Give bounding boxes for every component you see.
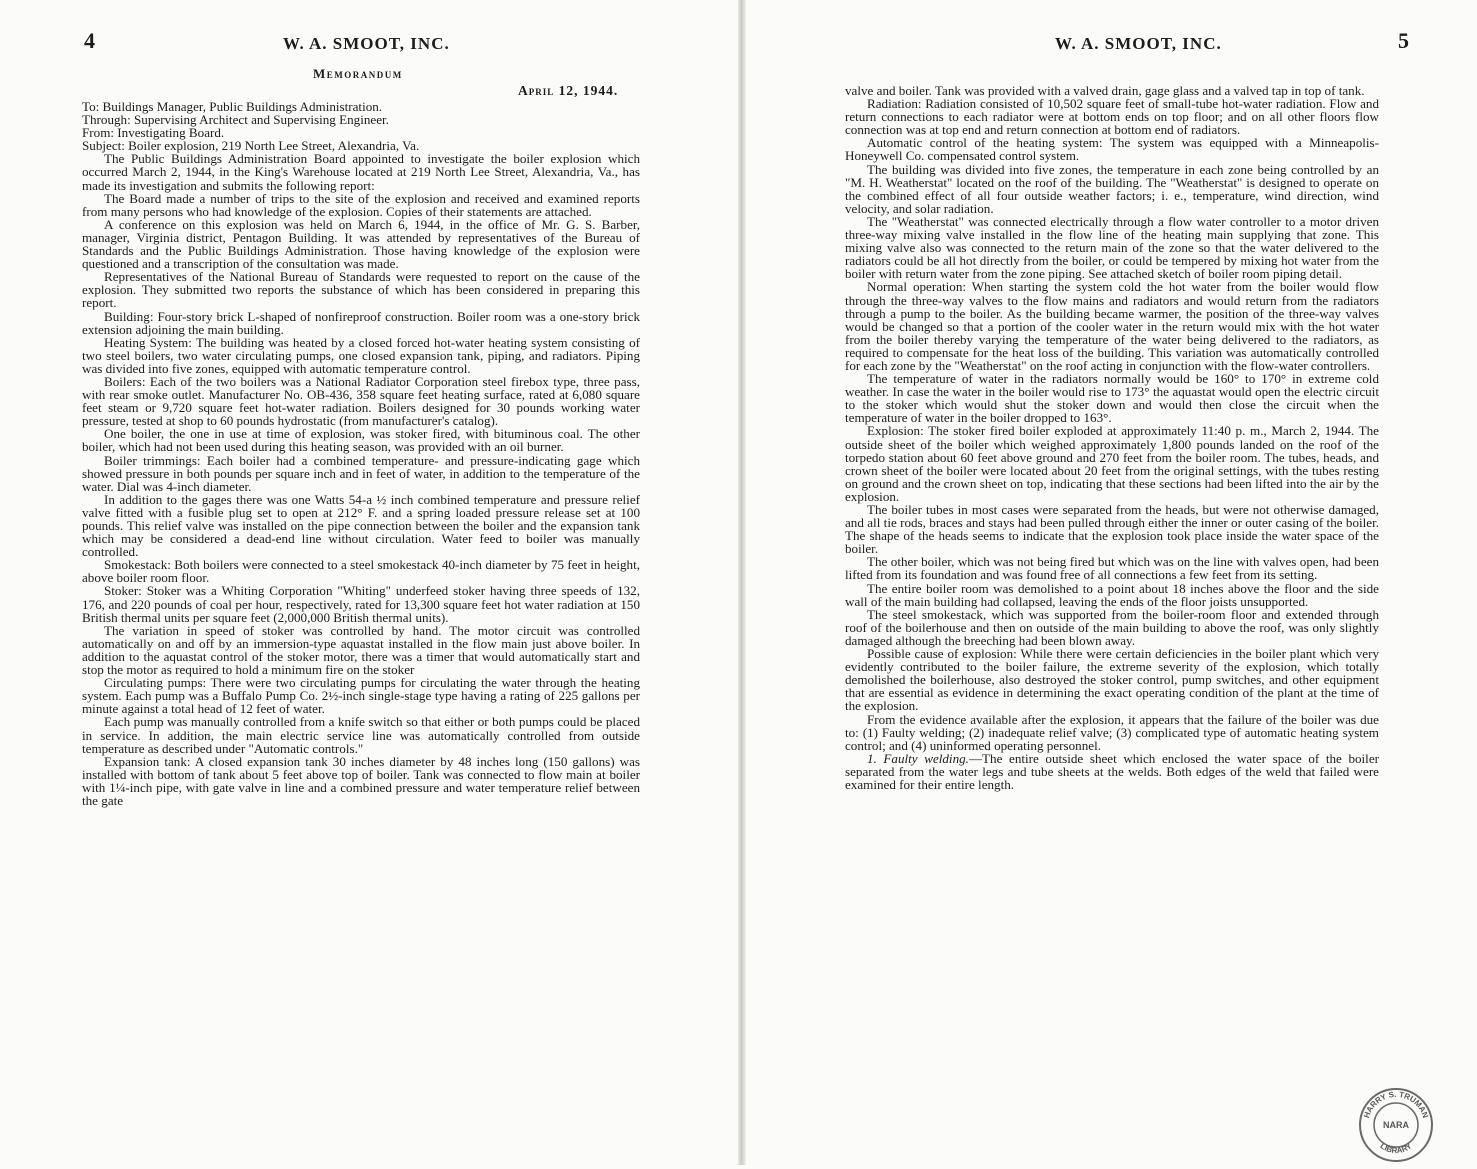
paragraph: Automatic control of the heating system: The system was equipped with a Minneapolis-Honeywell Co. compensated control system.: [845, 135, 1379, 164]
paragraph: Circulating pumps: There were two circulating pumps for circulating the water through the heating system. Each pump was a Buffalo Pump Co. 2½-inch single-stage type having a rating of 225 gallons per minute against a total head of 12 feet of water.: [82, 675, 640, 717]
faulty-welding-label: 1. Faulty welding.: [867, 750, 969, 766]
paragraph: The Board made a number of trips to the site of the explosion and received and examined reports from many persons who had knowledge of the explosion. Copies of their statements are attached.: [82, 190, 640, 219]
paragraph: The variation in speed of stoker was controlled by hand. The motor circuit was controlled automatically on and off by an immersion-type aquastat installed in the flow main just above boiler. In addition to the aquastat control of the stoker motor, there was a timer that would automatically start and stop the motor as required to hold a minimum fire on the stoker: [82, 622, 640, 678]
memo-to: To: Buildings Manager, Public Buildings Administration.: [82, 99, 383, 114]
left-body-text: [82, 100, 640, 807]
faulty-welding-text: —The entire outside sheet which enclosed the water space of the boiler separated from the water legs and tube sheets at the welds. Both edges of the weld that failed were examined for their entire length.: [845, 750, 1379, 792]
paragraph: One boiler, the one in use at time of explosion, was stoker fired, with bituminous coal. The other boiler, which had not been used during this heating season, was provided with an oil burner.: [82, 426, 640, 455]
library-stamp: [1357, 1086, 1435, 1164]
right-page-number: 5: [1398, 28, 1409, 53]
paragraph: Representatives of the National Bureau of Standards were requested to report on the cause of the explosion. They submitted two reports the substance of which has been considered in preparing this report.: [82, 269, 640, 311]
memo-date: April 12, 1944.: [518, 83, 619, 98]
paragraph: The steel smokestack, which was supported from the boiler-room floor and extended through roof of the boilerhouse and then on outside of the main building to above the roof, was only slightly damaged although the breeching had been blown away.: [845, 606, 1379, 648]
paragraph: Boiler trimmings: Each boiler had a combined temperature- and pressure-indicating gage which showed pressure in both pounds per square inch and in feet of water, in addition to the temperature of the water. Dial was 4-inch diameter.: [82, 452, 640, 494]
paragraph: valve and boiler. Tank was provided with a valved drain, gage glass and a valved tap in top of tank.: [845, 83, 1365, 98]
memo-from: From: Investigating Board.: [82, 125, 225, 141]
left-page: [0, 0, 740, 1165]
paragraph: Possible cause of explosion: While there were certain deficiencies in the boiler plant which very evidently contributed to the boiler failure, the extreme severity of the explosion, which totally demolished the boilerhouse, also destroyed the stoker control, pump switches, and other equipment that are essential as evidence in determining the exact operating condition of the plant at the time of the explosion.: [845, 646, 1379, 714]
left-running-header: W. A. SMOOT, INC.: [283, 34, 450, 53]
svg-text:HARRY S. TRUMAN: [1362, 1090, 1430, 1119]
paragraph: The Public Buildings Administration Board appointed to investigate the boiler explosion which occurred March 2, 1944, in the King's Warehouse located at 219 North Lee Street, Alexandria, Va., has made its investigation and submits the following report:: [82, 151, 640, 193]
paragraph: Heating System: The building was heated by a closed forced hot-water heating system consisting of two steel boilers, two water circulating pumps, one closed expansion tank, piping, and radiators. Piping was divided into five zones, equipped with automatic temperature control.: [82, 334, 640, 376]
paragraph: Stoker: Stoker was a Whiting Corporation "Whiting" underfeed stoker having three speeds of 132, 176, and 220 pounds of coal per hour, respectively, rated for 13,300 square feet hot water radiation at 150 British thermal units per square feet (2,000,000 British thermal units).: [82, 583, 640, 625]
paragraph: The "Weatherstat" was connected electrically through a flow water controller to a motor driven three-way mixing valve installed in the flow line of the heating main supplying that zone. This mixing valve also was connected to the return main of the zone so that the water delivered to the radiators could be all hot directly from the boiler, or could be tempered by mixing hot water from the boiler with return water from the zone piping. See attached sketch of boiler room piping detail.: [845, 213, 1379, 282]
library-seal-icon: [1357, 1086, 1435, 1164]
left-page-number: 4: [84, 28, 95, 53]
paragraph: Expansion tank: A closed expansion tank 30 inches diameter by 48 inches long (150 gallons) was installed with bottom of tank about 5 feet above top of boiler. Tank was connected to flow main at boiler with 1¼-inch pipe, with gate valve in line and a combined pressure and water temperature relief between the gate: [82, 753, 640, 808]
paragraph: The boiler tubes in most cases were separated from the heads, but were not otherwise damaged, and all tie rods, braces and stays had been pulled through either the inner or outer casing of the boiler. The shape of the heads seems to indicate that the explosion took place inside the water space of the boiler.: [845, 502, 1379, 557]
stamp-top-text: HARRY S. TRUMAN: [1362, 1089, 1430, 1120]
svg-text:LIBRARY: [1379, 1141, 1414, 1155]
right-page: [744, 0, 1477, 1165]
paragraph: Boilers: Each of the two boilers was a National Radiator Corporation steel firebox type, three pass, with rear smoke outlet. Manufacturer No. OB-436, 358 square feet heating surface, rated at 6,080 square feet steam or 9,720 square feet hot-water radiation. Boilers designed for 30 pounds working water pressure, tested at shop to 60 pounds hydrostatic (from manufacturer's catalog).: [82, 373, 640, 429]
paragraph: Radiation: Radiation consisted of 10,502 square feet of small-tube hot-water radiation. Flow and return connections to each radiator were at bottom ends on top floor; and on all other floors flow connection was at top end and return connection at bottom end of radiators.: [845, 96, 1379, 138]
memo-through: Through: Supervising Architect and Supervising Engineer.: [82, 112, 389, 128]
paragraph: Smokestack: Both boilers were connected to a steel smokestack 40-inch diameter by 75 feet in height, above boiler room floor.: [82, 557, 640, 586]
memo-subject: Subject: Boiler explosion, 219 North Lee Street, Alexandria, Va.: [82, 138, 420, 154]
paragraph: The temperature of water in the radiators normally would be 160° to 170° in extreme cold weather. In case the water in the boiler would rise to 173° the aquastat would open the electric circuit to the stoker which would shut the stoker down and would then close the circuit when the temperature of water in the boiler dropped to 163°.: [845, 371, 1379, 426]
paragraph: Explosion: The stoker fired boiler exploded at approximately 11:40 p. m., March 2, 1944. The outside sheet of the boiler which weighed approximately 1,800 pounds landed on the roof of the torpedo station about 60 feet above ground and 270 feet from the boiler room. The tubes, heads, and crown sheet of the boiler were located about 20 feet from the original settings, with the tubes resting on ground and the crown sheet on top, indicating that these sections had been lifted into the air by the explosion.: [845, 423, 1379, 504]
right-body-text: [845, 84, 1379, 791]
right-running-header: W. A. SMOOT, INC.: [1055, 34, 1222, 53]
paragraph: In addition to the gages there was one Watts 54-a ½ inch combined temperature and pressure relief valve fitted with a fusible plug set to open at 212° F. and a spring loaded pressure release set at 100 pounds. This relief valve was installed on the pipe connection between the boiler and the expansion tank which may be considered a dead-end line without circulation. Water feed to boiler was manually controlled.: [82, 491, 640, 560]
paragraph: The other boiler, which was not being fired but which was on the line with valves open, had been lifted from its foundation and was found free of all connections a few feet from its setting.: [845, 554, 1379, 583]
paragraph: The building was divided into five zones, the temperature in each zone being controlled by an "M. H. Weatherstat" located on the roof of the building. The "Weatherstat" is designed to operate on the combined effect of all four outside weather factors; i. e., temperature, wind direction, wind velocity, and solar radiation.: [845, 161, 1379, 216]
paragraph: Building: Four-story brick L-shaped of nonfireproof construction. Boiler room was a one-story brick extension adjoining the main building.: [82, 308, 640, 337]
stamp-bottom-text: LIBRARY: [1378, 1141, 1414, 1156]
paragraph: From the evidence available after the explosion, it appears that the failure of the boiler was due to: (1) Faulty welding; (2) inadequate relief valve; (3) complicated type of automatic heating system control; and (4) uninformed operating personnel.: [845, 711, 1379, 753]
paragraph: A conference on this explosion was held on March 6, 1944, in the office of Mr. G. S. Barber, manager, Virginia district, Pentagon Building. It was attended by representatives of the Bureau of Standards and the Public Buildings Administration. Those having knowledge of the explosion were questioned and a transcription of the consultation was made.: [82, 216, 640, 272]
paragraph: Normal operation: When starting the system cold the hot water from the boiler would flow through the three-way valves to the flow mains and radiators and would return from the radiators through a pump to the boiler. As the building became warmer, the position of the three-way valves would be changed so that a portion of the cooler water in the return would mix with the hot water from the boiler thereby varying the temperature of the water being delivered to the radiators, as required to compensate for the heat loss of the building. This variation was automatically controlled for each zone by the "Weatherstat" on the roof acting in conjunction with the flow-water controllers.: [845, 279, 1379, 373]
paragraph: Each pump was manually controlled from a knife switch so that either or both pumps could be placed in service. In addition, the main electric service line was automatically controlled from outside temperature as described under "Automatic controls.": [82, 714, 640, 756]
paragraph: The entire boiler room was demolished to a point about 18 inches above the floor and the side wall of the main building had collapsed, leaving the ends of the floor joists unsupported.: [845, 580, 1379, 609]
stamp-center-text: NARA: [1383, 1120, 1409, 1130]
faulty-welding-paragraph: [845, 752, 1379, 791]
memo-title: Memorandum: [313, 66, 403, 81]
